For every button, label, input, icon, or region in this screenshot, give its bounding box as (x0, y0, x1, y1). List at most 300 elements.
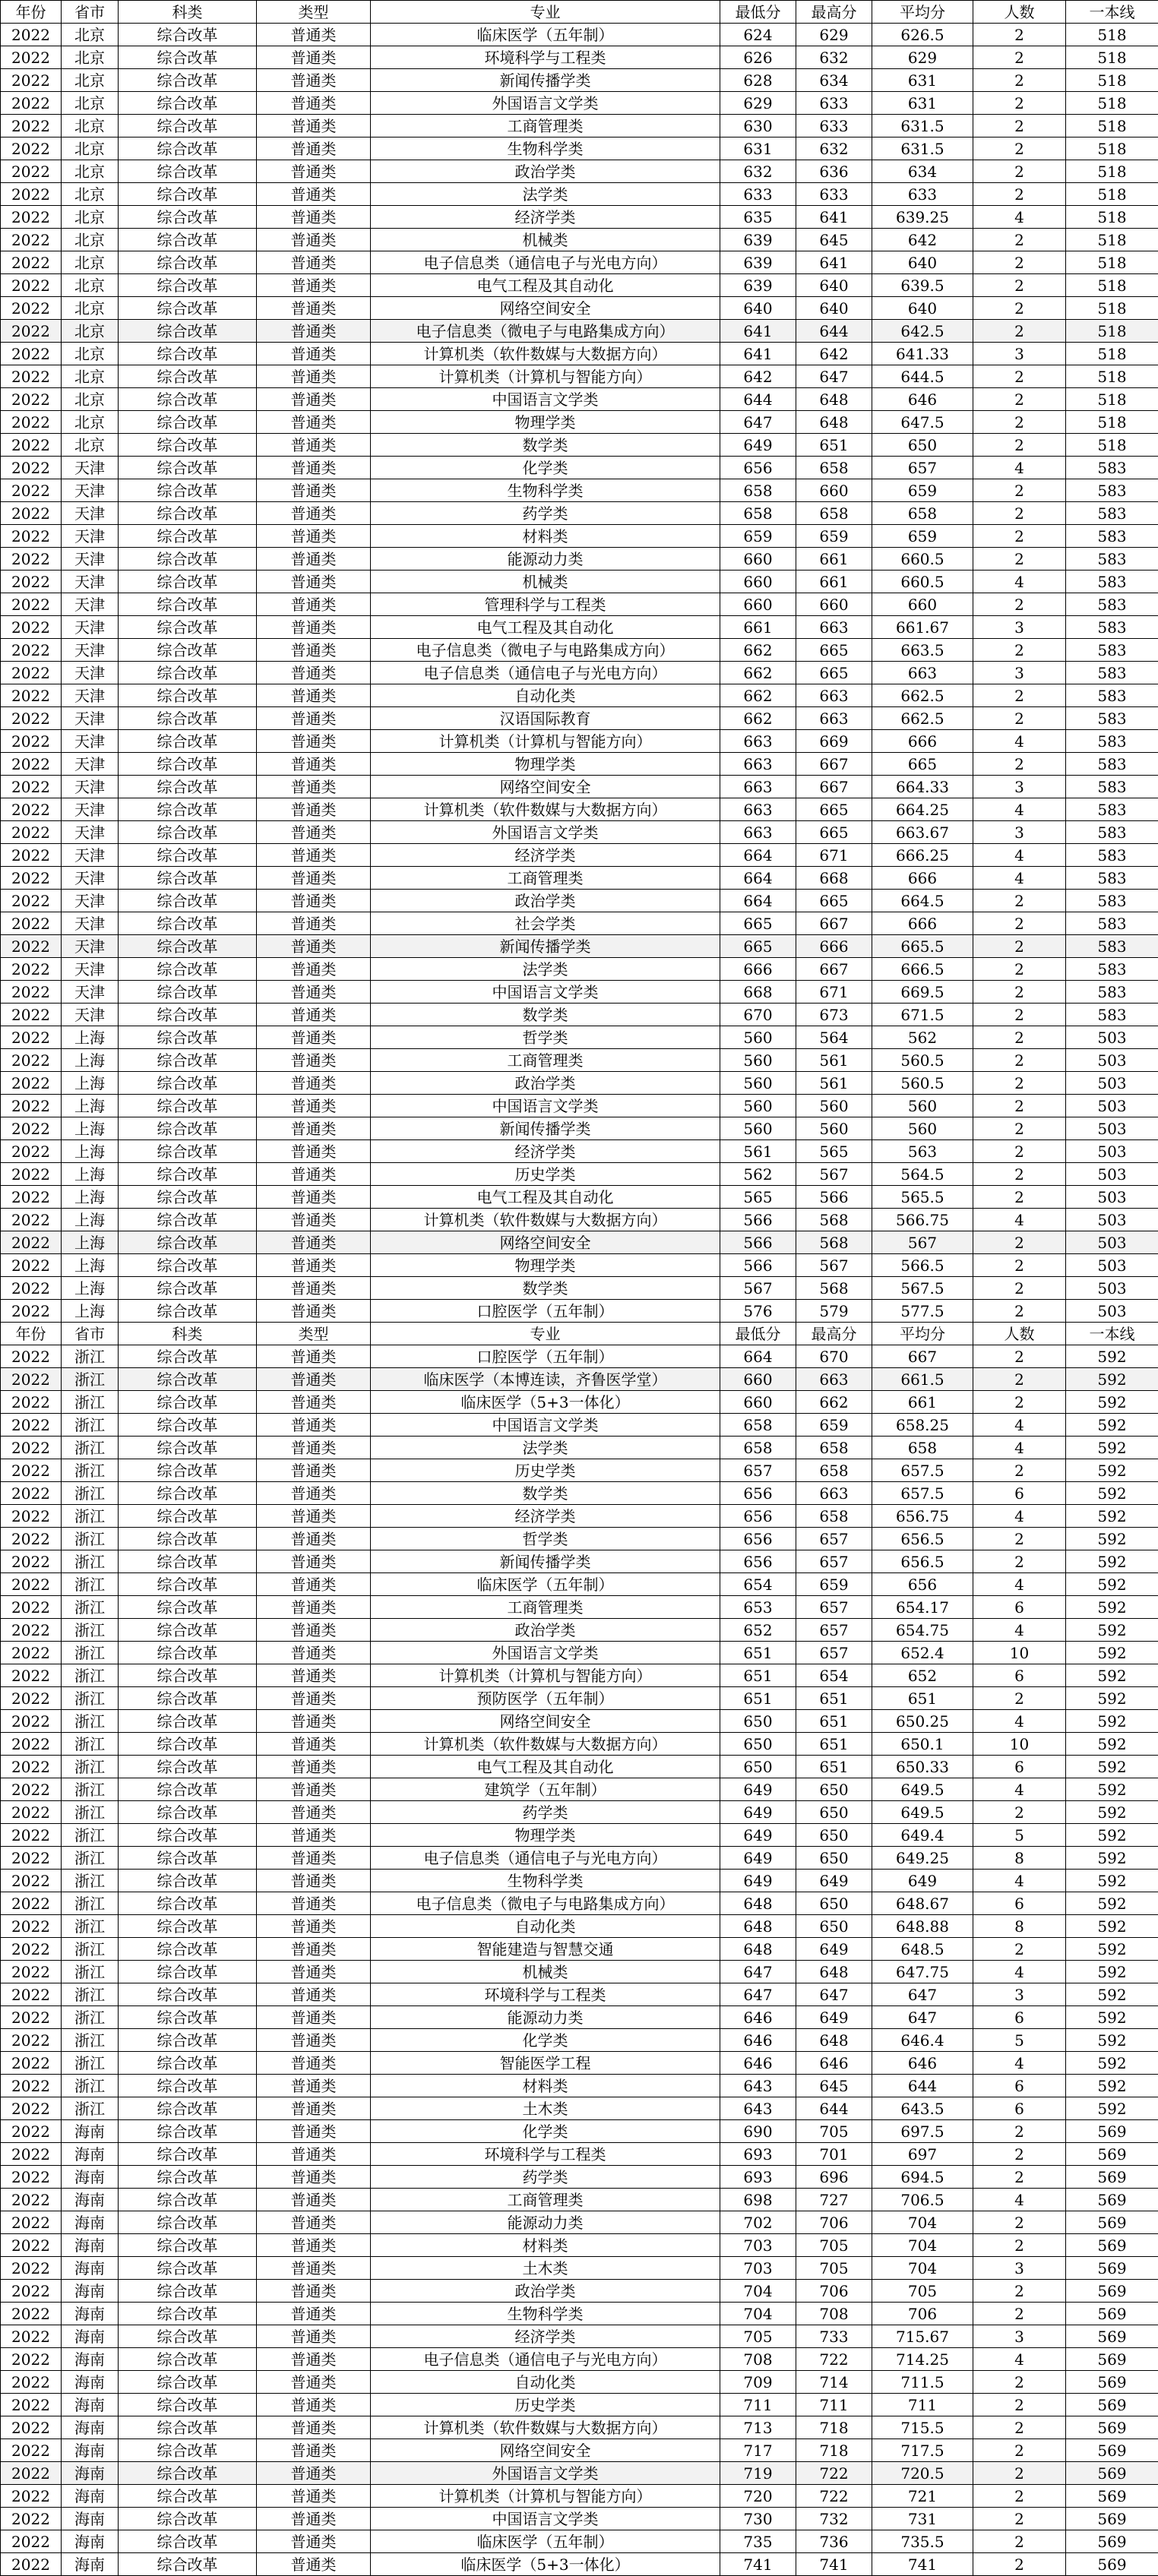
cell-count: 6 (973, 1892, 1066, 1915)
cell-major: 数学类 (371, 434, 720, 457)
cell-year: 2022 (1, 1095, 62, 1117)
cell-subject: 综合改革 (119, 365, 257, 388)
cell-type: 普通类 (257, 115, 371, 137)
cell-year: 2022 (1, 1300, 62, 1323)
cell-major: 外国语言文学类 (371, 821, 720, 844)
cell-count: 2 (973, 411, 1066, 434)
cell-max-score: 658 (796, 502, 872, 525)
cell-count: 2 (973, 2234, 1066, 2257)
cell-year: 2022 (1, 958, 62, 981)
cell-year: 2022 (1, 2097, 62, 2120)
table-row (1, 2325, 1158, 2348)
cell-min-score: 663 (720, 821, 796, 844)
cell-avg-score: 649.25 (872, 1847, 973, 1870)
cell-province: 浙江 (62, 1961, 119, 1983)
cell-max-score: 648 (796, 411, 872, 434)
cell-max-score: 565 (796, 1140, 872, 1163)
cell-count: 2 (973, 2303, 1066, 2325)
cell-max-score: 662 (796, 1391, 872, 1414)
table-row (1, 2280, 1158, 2303)
table-row (1, 1095, 1158, 1117)
cell-province: 天津 (62, 593, 119, 616)
cell-year: 2022 (1, 1778, 62, 1801)
cell-avg-score: 657.5 (872, 1459, 973, 1482)
cell-type: 普通类 (257, 730, 371, 753)
cell-year: 2022 (1, 1140, 62, 1163)
cell-major: 能源动力类 (371, 548, 720, 571)
cell-cutoff-line: 583 (1066, 867, 1158, 890)
cell-min-score: 664 (720, 844, 796, 867)
cell-subject: 综合改革 (119, 1209, 257, 1231)
cell-max-score: 667 (796, 912, 872, 935)
cell-avg-score: 640 (872, 251, 973, 274)
cell-avg-score: 658 (872, 502, 973, 525)
cell-cutoff-line: 503 (1066, 1300, 1158, 1323)
cell-type: 普通类 (257, 46, 371, 69)
cell-avg-score: 731 (872, 2508, 973, 2530)
cell-major: 物理学类 (371, 1824, 720, 1847)
cell-major: 智能建造与智慧交通 (371, 1938, 720, 1961)
table-row (1, 1163, 1158, 1186)
cell-year: 2022 (1, 1049, 62, 1072)
cell-major: 计算机类（计算机与智能方向） (371, 2485, 720, 2508)
cell-subject: 综合改革 (119, 2143, 257, 2166)
cell-cutoff-line: 583 (1066, 707, 1158, 730)
cell-major: 经济学类 (371, 844, 720, 867)
cell-subject: 综合改革 (119, 297, 257, 320)
table-row (1, 1004, 1158, 1026)
cell-year: 2022 (1, 2257, 62, 2280)
table-row (1, 1345, 1158, 1368)
cell-count: 4 (973, 1437, 1066, 1459)
cell-subject: 综合改革 (119, 1733, 257, 1756)
cell-max-score: 722 (796, 2348, 872, 2371)
cell-subject: 综合改革 (119, 2234, 257, 2257)
cell-year: 2022 (1, 844, 62, 867)
cell-year: 2022 (1, 24, 62, 46)
cell-avg-score: 662.5 (872, 684, 973, 707)
table-row (1, 1414, 1158, 1437)
cell-min-score: 560 (720, 1049, 796, 1072)
cell-cutoff-line: 592 (1066, 1437, 1158, 1459)
table-row (1, 1391, 1158, 1414)
cell-min-score: 663 (720, 730, 796, 753)
cell-year: 2022 (1, 571, 62, 593)
cell-province: 浙江 (62, 1870, 119, 1892)
header-type: 类型 (257, 1323, 371, 1345)
cell-cutoff-line: 592 (1066, 1345, 1158, 1368)
cell-year: 2022 (1, 1391, 62, 1414)
cell-max-score: 718 (796, 2416, 872, 2439)
cell-major: 电子信息类（通信电子与光电方向） (371, 251, 720, 274)
cell-year: 2022 (1, 2553, 62, 2576)
cell-major: 材料类 (371, 525, 720, 548)
cell-max-score: 705 (796, 2234, 872, 2257)
cell-cutoff-line: 592 (1066, 1391, 1158, 1414)
cell-min-score: 647 (720, 411, 796, 434)
cell-count: 2 (973, 2485, 1066, 2508)
cell-subject: 综合改革 (119, 2416, 257, 2439)
cell-province: 上海 (62, 1254, 119, 1277)
cell-subject: 综合改革 (119, 1870, 257, 1892)
cell-max-score: 568 (796, 1231, 872, 1254)
cell-count: 2 (973, 320, 1066, 343)
cell-major: 药学类 (371, 502, 720, 525)
cell-count: 4 (973, 206, 1066, 229)
cell-subject: 综合改革 (119, 821, 257, 844)
cell-avg-score: 717.5 (872, 2439, 973, 2462)
cell-min-score: 651 (720, 1664, 796, 1687)
cell-max-score: 567 (796, 1254, 872, 1277)
cell-count: 2 (973, 935, 1066, 958)
cell-cutoff-line: 503 (1066, 1163, 1158, 1186)
cell-type: 普通类 (257, 1072, 371, 1095)
cell-subject: 综合改革 (119, 2462, 257, 2485)
cell-major: 电气工程及其自动化 (371, 1186, 720, 1209)
table-row (1, 1049, 1158, 1072)
cell-count: 2 (973, 2394, 1066, 2416)
cell-min-score: 567 (720, 1277, 796, 1300)
cell-avg-score: 648.67 (872, 1892, 973, 1915)
cell-count: 4 (973, 1710, 1066, 1733)
cell-cutoff-line: 518 (1066, 411, 1158, 434)
cell-avg-score: 667 (872, 1345, 973, 1368)
header-type: 类型 (257, 1, 371, 24)
cell-year: 2022 (1, 320, 62, 343)
cell-subject: 综合改革 (119, 320, 257, 343)
table-row (1, 1596, 1158, 1619)
cell-cutoff-line: 583 (1066, 639, 1158, 662)
cell-subject: 综合改革 (119, 1140, 257, 1163)
cell-type: 普通类 (257, 1026, 371, 1049)
cell-subject: 综合改革 (119, 662, 257, 684)
cell-cutoff-line: 583 (1066, 548, 1158, 571)
cell-subject: 综合改革 (119, 1254, 257, 1277)
cell-province: 浙江 (62, 1368, 119, 1391)
cell-year: 2022 (1, 2120, 62, 2143)
cell-max-score: 657 (796, 1642, 872, 1664)
cell-subject: 综合改革 (119, 2029, 257, 2052)
cell-cutoff-line: 518 (1066, 206, 1158, 229)
cell-year: 2022 (1, 2280, 62, 2303)
table-row (1, 1459, 1158, 1482)
cell-type: 普通类 (257, 92, 371, 115)
cell-max-score: 641 (796, 251, 872, 274)
cell-province: 海南 (62, 2439, 119, 2462)
cell-avg-score: 631.5 (872, 137, 973, 160)
cell-count: 4 (973, 2052, 1066, 2075)
cell-min-score: 658 (720, 1437, 796, 1459)
cell-avg-score: 631.5 (872, 115, 973, 137)
cell-major: 外国语言文学类 (371, 1642, 720, 1664)
cell-max-score: 701 (796, 2143, 872, 2166)
cell-subject: 综合改革 (119, 1505, 257, 1528)
cell-province: 天津 (62, 890, 119, 912)
cell-major: 历史学类 (371, 1163, 720, 1186)
cell-subject: 综合改革 (119, 2530, 257, 2553)
cell-subject: 综合改革 (119, 1231, 257, 1254)
cell-major: 新闻传播学类 (371, 1550, 720, 1573)
table-row (1, 2120, 1158, 2143)
cell-subject: 综合改革 (119, 2485, 257, 2508)
cell-major: 政治学类 (371, 1072, 720, 1095)
cell-subject: 综合改革 (119, 137, 257, 160)
cell-type: 普通类 (257, 2394, 371, 2416)
cell-year: 2022 (1, 1026, 62, 1049)
cell-year: 2022 (1, 1710, 62, 1733)
cell-max-score: 650 (796, 1892, 872, 1915)
cell-min-score: 709 (720, 2371, 796, 2394)
cell-cutoff-line: 583 (1066, 776, 1158, 798)
cell-cutoff-line: 518 (1066, 229, 1158, 251)
cell-subject: 综合改革 (119, 251, 257, 274)
cell-count: 2 (973, 2508, 1066, 2530)
cell-avg-score: 663.5 (872, 639, 973, 662)
cell-major: 哲学类 (371, 1528, 720, 1550)
cell-min-score: 657 (720, 1459, 796, 1482)
cell-province: 浙江 (62, 1437, 119, 1459)
cell-major: 化学类 (371, 457, 720, 479)
cell-max-score: 722 (796, 2485, 872, 2508)
cell-min-score: 635 (720, 206, 796, 229)
cell-avg-score: 656.5 (872, 1528, 973, 1550)
cell-major: 生物科学类 (371, 479, 720, 502)
cell-subject: 综合改革 (119, 2348, 257, 2371)
cell-cutoff-line: 592 (1066, 1459, 1158, 1482)
cell-avg-score: 660.5 (872, 571, 973, 593)
cell-type: 普通类 (257, 1459, 371, 1482)
cell-cutoff-line: 583 (1066, 502, 1158, 525)
cell-province: 海南 (62, 2325, 119, 2348)
cell-year: 2022 (1, 2143, 62, 2166)
cell-min-score: 624 (720, 24, 796, 46)
table-row (1, 912, 1158, 935)
cell-max-score: 665 (796, 821, 872, 844)
cell-year: 2022 (1, 1847, 62, 1870)
cell-max-score: 705 (796, 2120, 872, 2143)
cell-max-score: 633 (796, 115, 872, 137)
cell-major: 化学类 (371, 2029, 720, 2052)
header-subject: 科类 (119, 1, 257, 24)
cell-avg-score: 666 (872, 867, 973, 890)
cell-subject: 综合改革 (119, 1072, 257, 1095)
cell-max-score: 659 (796, 1573, 872, 1596)
cell-type: 普通类 (257, 2303, 371, 2325)
cell-province: 海南 (62, 2257, 119, 2280)
cell-subject: 综合改革 (119, 684, 257, 707)
header-year: 年份 (1, 1, 62, 24)
cell-cutoff-line: 583 (1066, 593, 1158, 616)
cell-avg-score: 652.4 (872, 1642, 973, 1664)
cell-count: 3 (973, 821, 1066, 844)
cell-min-score: 628 (720, 69, 796, 92)
cell-cutoff-line: 569 (1066, 2257, 1158, 2280)
cell-cutoff-line: 503 (1066, 1231, 1158, 1254)
cell-min-score: 664 (720, 890, 796, 912)
cell-count: 2 (973, 2143, 1066, 2166)
cell-max-score: 645 (796, 2075, 872, 2097)
cell-avg-score: 705 (872, 2280, 973, 2303)
cell-major: 外国语言文学类 (371, 92, 720, 115)
cell-avg-score: 644.5 (872, 365, 973, 388)
cell-cutoff-line: 569 (1066, 2166, 1158, 2189)
cell-count: 2 (973, 297, 1066, 320)
cell-count: 2 (973, 388, 1066, 411)
cell-min-score: 664 (720, 1345, 796, 1368)
cell-type: 普通类 (257, 160, 371, 183)
cell-major: 中国语言文学类 (371, 2508, 720, 2530)
cell-type: 普通类 (257, 388, 371, 411)
cell-subject: 综合改革 (119, 1391, 257, 1414)
cell-avg-score: 562 (872, 1026, 973, 1049)
cell-major: 法学类 (371, 1437, 720, 1459)
cell-cutoff-line: 592 (1066, 1915, 1158, 1938)
cell-max-score: 648 (796, 1961, 872, 1983)
cell-max-score: 560 (796, 1117, 872, 1140)
cell-major: 电子信息类（通信电子与光电方向） (371, 2348, 720, 2371)
cell-major: 外国语言文学类 (371, 2462, 720, 2485)
cell-subject: 综合改革 (119, 981, 257, 1004)
cell-year: 2022 (1, 206, 62, 229)
cell-max-score: 641 (796, 206, 872, 229)
table-row (1, 2234, 1158, 2257)
table-row (1, 1870, 1158, 1892)
cell-major: 材料类 (371, 2075, 720, 2097)
cell-province: 天津 (62, 502, 119, 525)
table-row (1, 1664, 1158, 1687)
cell-avg-score: 666 (872, 912, 973, 935)
cell-year: 2022 (1, 2303, 62, 2325)
cell-avg-score: 650.1 (872, 1733, 973, 1756)
cell-cutoff-line: 518 (1066, 297, 1158, 320)
cell-major: 生物科学类 (371, 1870, 720, 1892)
cell-min-score: 650 (720, 1710, 796, 1733)
cell-year: 2022 (1, 2166, 62, 2189)
cell-major: 自动化类 (371, 1915, 720, 1938)
cell-min-score: 650 (720, 1756, 796, 1778)
header-year: 年份 (1, 1323, 62, 1345)
cell-year: 2022 (1, 867, 62, 890)
cell-year: 2022 (1, 1209, 62, 1231)
cell-cutoff-line: 583 (1066, 753, 1158, 776)
cell-min-score: 649 (720, 1824, 796, 1847)
cell-avg-score: 654.17 (872, 1596, 973, 1619)
cell-year: 2022 (1, 1345, 62, 1368)
cell-max-score: 658 (796, 1505, 872, 1528)
header-cutoff-line: 一本线 (1066, 1, 1158, 24)
cell-max-score: 654 (796, 1664, 872, 1687)
table-row (1, 1482, 1158, 1505)
table-row (1, 1938, 1158, 1961)
cell-subject: 综合改革 (119, 1528, 257, 1550)
cell-avg-score: 577.5 (872, 1300, 973, 1323)
cell-year: 2022 (1, 1573, 62, 1596)
cell-type: 普通类 (257, 2075, 371, 2097)
cell-cutoff-line: 592 (1066, 1778, 1158, 1801)
cell-province: 天津 (62, 457, 119, 479)
cell-count: 4 (973, 571, 1066, 593)
cell-type: 普通类 (257, 1277, 371, 1300)
cell-major: 工商管理类 (371, 867, 720, 890)
table-row (1, 1209, 1158, 1231)
cell-count: 2 (973, 707, 1066, 730)
cell-province: 浙江 (62, 1459, 119, 1482)
cell-max-score: 665 (796, 639, 872, 662)
cell-min-score: 741 (720, 2553, 796, 2576)
cell-type: 普通类 (257, 365, 371, 388)
cell-type: 普通类 (257, 1117, 371, 1140)
table-row (1, 525, 1158, 548)
cell-max-score: 647 (796, 1983, 872, 2006)
cell-avg-score: 560.5 (872, 1072, 973, 1095)
cell-cutoff-line: 518 (1066, 251, 1158, 274)
cell-min-score: 654 (720, 1573, 796, 1596)
cell-min-score: 652 (720, 1619, 796, 1642)
cell-cutoff-line: 592 (1066, 1938, 1158, 1961)
cell-min-score: 566 (720, 1209, 796, 1231)
cell-avg-score: 626.5 (872, 24, 973, 46)
cell-type: 普通类 (257, 981, 371, 1004)
cell-count: 2 (973, 251, 1066, 274)
cell-year: 2022 (1, 2462, 62, 2485)
cell-cutoff-line: 583 (1066, 616, 1158, 639)
cell-type: 普通类 (257, 229, 371, 251)
table-row (1, 707, 1158, 730)
cell-type: 普通类 (257, 1733, 371, 1756)
cell-subject: 综合改革 (119, 593, 257, 616)
cell-avg-score: 650.33 (872, 1756, 973, 1778)
cell-count: 2 (973, 684, 1066, 707)
cell-year: 2022 (1, 2371, 62, 2394)
cell-cutoff-line: 592 (1066, 2052, 1158, 2075)
cell-max-score: 568 (796, 1209, 872, 1231)
table-row (1, 593, 1158, 616)
cell-cutoff-line: 592 (1066, 1824, 1158, 1847)
table-row (1, 662, 1158, 684)
cell-year: 2022 (1, 1163, 62, 1186)
cell-year: 2022 (1, 115, 62, 137)
table-row (1, 1231, 1158, 1254)
table-row (1, 479, 1158, 502)
cell-major: 数学类 (371, 1004, 720, 1026)
cell-cutoff-line: 518 (1066, 343, 1158, 365)
cell-subject: 综合改革 (119, 1550, 257, 1573)
cell-count: 2 (973, 1254, 1066, 1277)
cell-major: 机械类 (371, 571, 720, 593)
cell-max-score: 633 (796, 92, 872, 115)
table-row (1, 297, 1158, 320)
cell-year: 2022 (1, 1186, 62, 1209)
cell-min-score: 664 (720, 867, 796, 890)
cell-avg-score: 642.5 (872, 320, 973, 343)
cell-avg-score: 656 (872, 1573, 973, 1596)
cell-type: 普通类 (257, 684, 371, 707)
cell-count: 2 (973, 24, 1066, 46)
cell-province: 天津 (62, 753, 119, 776)
cell-avg-score: 656.5 (872, 1550, 973, 1573)
cell-max-score: 650 (796, 1824, 872, 1847)
cell-count: 2 (973, 1026, 1066, 1049)
cell-subject: 综合改革 (119, 206, 257, 229)
cell-avg-score: 715.5 (872, 2416, 973, 2439)
cell-type: 普通类 (257, 206, 371, 229)
cell-subject: 综合改革 (119, 616, 257, 639)
cell-count: 3 (973, 1983, 1066, 2006)
table-row (1, 320, 1158, 343)
cell-major: 电子信息类（微电子与电路集成方向） (371, 320, 720, 343)
table-row (1, 2143, 1158, 2166)
cell-province: 海南 (62, 2280, 119, 2303)
